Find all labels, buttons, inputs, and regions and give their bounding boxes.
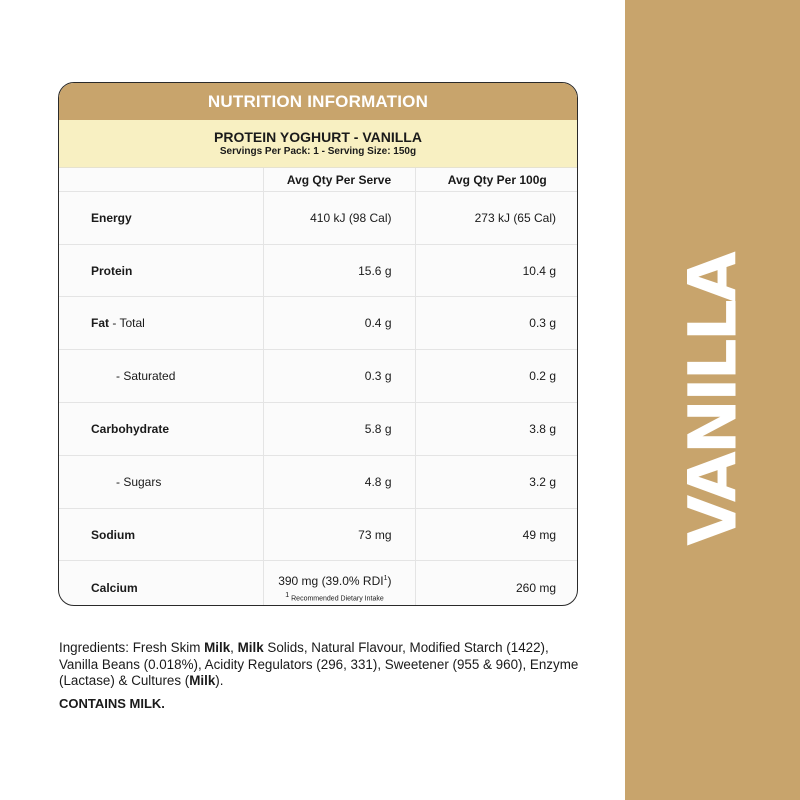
calcium-per-serve-text: 390 mg (39.0% RDI bbox=[278, 574, 384, 589]
per-100g-value: 0.3 g bbox=[415, 297, 578, 350]
side-banner-text: VANILLA bbox=[674, 254, 752, 546]
per-100g-value: 0.2 g bbox=[415, 350, 578, 403]
row-label-sugars: - Sugars bbox=[59, 456, 263, 509]
row-label-energy: Energy bbox=[59, 192, 263, 245]
calcium-per-serve bbox=[264, 574, 392, 588]
serving-info: Servings Per Pack: 1 - Serving Size: 150g bbox=[219, 146, 417, 157]
fat-label: Fat bbox=[91, 316, 109, 330]
calcium-close-paren: ) bbox=[387, 574, 392, 589]
table-row bbox=[59, 245, 578, 297]
per-serve-value: 4.8 g bbox=[263, 456, 415, 509]
row-label-carbohydrate: Carbohydrate bbox=[59, 403, 263, 456]
footnote-number: 1 bbox=[285, 592, 290, 600]
table-header-row bbox=[59, 168, 578, 192]
row-label-protein: Protein bbox=[59, 245, 263, 297]
product-name: PROTEIN YOGHURT - VANILLA bbox=[214, 129, 422, 145]
row-label-calcium: Calcium bbox=[91, 581, 138, 596]
column-header-per-100g: Avg Qty Per 100g bbox=[415, 168, 578, 192]
per-serve-value: 5.8 g bbox=[263, 403, 415, 456]
rdi-footnote bbox=[264, 592, 392, 602]
product-band bbox=[59, 120, 577, 168]
ingredients-text bbox=[59, 640, 579, 690]
panel-title: NUTRITION INFORMATION bbox=[59, 83, 577, 120]
table-row bbox=[59, 561, 578, 607]
table-row bbox=[59, 297, 578, 350]
per-100g-value: 49 mg bbox=[415, 509, 578, 561]
table-row bbox=[59, 456, 578, 509]
per-100g-value: 10.4 g bbox=[415, 245, 578, 297]
footnote-marker: 1 bbox=[383, 575, 388, 583]
allergen-milk: Milk bbox=[189, 673, 216, 688]
column-header-label bbox=[59, 168, 263, 192]
ingredients-end: ). bbox=[215, 673, 224, 688]
per-serve-value: 0.3 g bbox=[263, 350, 415, 403]
footnote-text: Recommended Dietary Intake bbox=[291, 595, 384, 603]
row-label-sodium: Sodium bbox=[59, 509, 263, 561]
per-100g-value: 260 mg bbox=[515, 581, 556, 596]
allergen-milk: Milk bbox=[204, 640, 231, 655]
fat-total-suffix: - Total bbox=[109, 316, 145, 330]
ingredients-separator: , bbox=[230, 640, 238, 655]
per-serve-value: 410 kJ (98 Cal) bbox=[263, 192, 415, 245]
allergen-statement: CONTAINS MILK. bbox=[59, 696, 165, 711]
table-row bbox=[59, 509, 578, 561]
per-100g-value: 3.2 g bbox=[415, 456, 578, 509]
nutrition-panel bbox=[58, 82, 578, 606]
ingredients-prefix: Ingredients: Fresh Skim bbox=[59, 640, 205, 655]
per-serve-value bbox=[263, 561, 415, 607]
row-label-saturated: - Saturated bbox=[59, 350, 263, 403]
row-label-fat bbox=[59, 297, 263, 350]
table-row bbox=[59, 403, 578, 456]
column-header-per-serve: Avg Qty Per Serve bbox=[263, 168, 415, 192]
allergen-milk: Milk bbox=[237, 640, 264, 655]
per-100g-value: 273 kJ (65 Cal) bbox=[415, 192, 578, 245]
ingredients-middle: Solids, Natural Flavour, Modified Starch (1422), Vanilla Beans (0.018%), Acidity Regulators (296, 331), Sweetener (955 & 960), Enzyme (Lactase) & Cultures ( bbox=[59, 640, 579, 688]
table-row bbox=[59, 350, 578, 403]
per-serve-value: 0.4 g bbox=[263, 297, 415, 350]
nutrition-table bbox=[59, 168, 578, 606]
per-serve-value: 73 mg bbox=[263, 509, 415, 561]
per-100g-value: 3.8 g bbox=[415, 403, 578, 456]
table-row bbox=[59, 192, 578, 245]
per-serve-value: 15.6 g bbox=[263, 245, 415, 297]
